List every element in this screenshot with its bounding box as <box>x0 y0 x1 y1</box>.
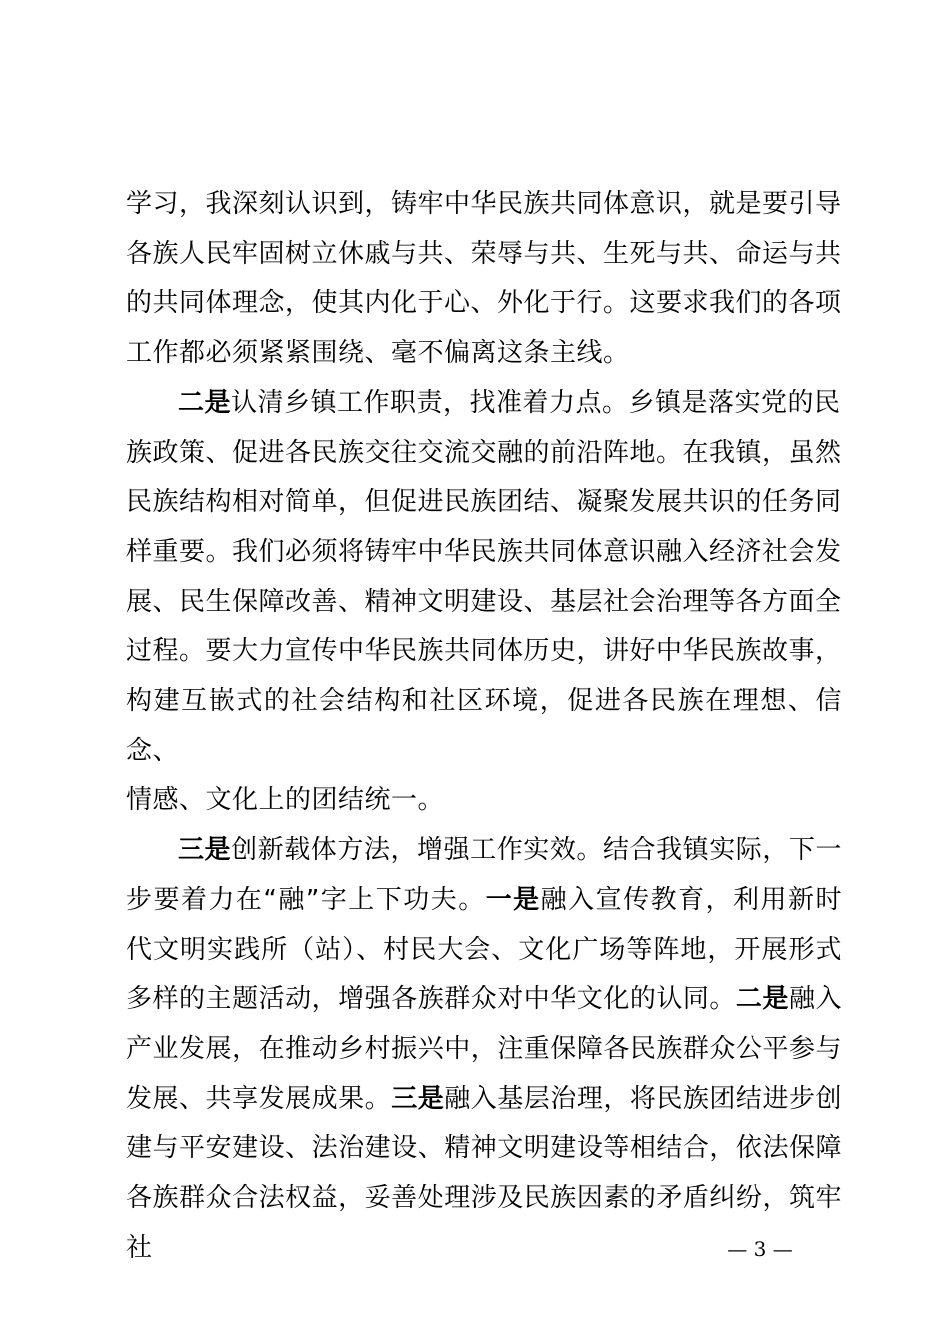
paragraph-1 <box>126 180 842 379</box>
paragraph-3 <box>126 826 842 1273</box>
paragraph-3-text-1: 创新载体方法，增强工作实效。结合我镇实际，下一步要着力在“融”字上下功夫。 <box>126 835 842 915</box>
paragraph-2-line-2: 族政策、促进各民族交往交流交融的前沿阵地。在我镇，虽然 <box>126 437 842 468</box>
paragraph-1-line-4: 工作都必须紧紧围绕、毫不偏离这条主线。 <box>126 338 630 369</box>
paragraph-2-line-4: 样重要。我们必须将铸牢中华民族共同体意识融入经济社会发 <box>126 536 842 567</box>
paragraph-1-line-2: 各族人民牢固树立休戚与共、荣辱与共、生死与共、命运与共 <box>126 238 842 269</box>
paragraph-3-lead-1: 三是 <box>178 835 232 866</box>
paragraph-3-lead-3: 二是 <box>735 984 789 1015</box>
paragraph-2 <box>126 379 842 826</box>
paragraph-3-lead-4: 三是 <box>391 1083 445 1114</box>
paragraph-1-line-3: 的共同体理念，使其内化于心、外化于行。这要求我们的各项 <box>126 288 842 319</box>
page-number: — 3 — <box>727 1237 793 1261</box>
paragraph-2-line-5: 展、民生保障改善、精神文明建设、基层社会治理等各方面全 <box>126 586 842 617</box>
paragraph-3-text-2: 融入宣传教育，利用新时代文明实践所（站）、村民大会、文化广场等阵地，开展形式多样的主题活动，增强各族群众对中华文化的认同。 <box>126 884 842 1015</box>
paragraph-2-line-6: 过程。要大力宣传中华民族共同体历史，讲好中华民族故事， <box>126 636 842 667</box>
paragraph-3-text-3: 融入产业发展，在推动乡村振兴中，注重保障各民族群众公平参与发展、共享发展成果。 <box>126 984 842 1114</box>
paragraph-3-text-4: 融入基层治理，将民族团结进步创建与平安建设、法治建设、精神文明建设等相结合，依法保障各族群众合法权益，妥善处理涉及民族因素的矛盾纠纷，筑牢社 <box>126 1083 842 1263</box>
paragraph-2-line-8: 情感、文化上的团结统一。 <box>126 785 445 816</box>
paragraph-3-lead-2: 一是 <box>485 884 541 915</box>
paragraph-2-line-1: 认清乡镇工作职责，找准着力点。乡镇是落实党的民 <box>231 387 841 418</box>
paragraph-1-line-1: 学习，我深刻认识到，铸牢中华民族共同体意识，就是要引导 <box>126 189 842 219</box>
paragraph-2-lead: 二是 <box>178 387 232 418</box>
paragraph-2-line-7: 构建互嵌式的社会结构和社区环境，促进各民族在理想、信念、 <box>126 686 842 766</box>
document-body <box>126 180 842 1273</box>
paragraph-2-line-3: 民族结构相对简单，但促进民族团结、凝聚发展共识的任务同 <box>126 487 842 518</box>
